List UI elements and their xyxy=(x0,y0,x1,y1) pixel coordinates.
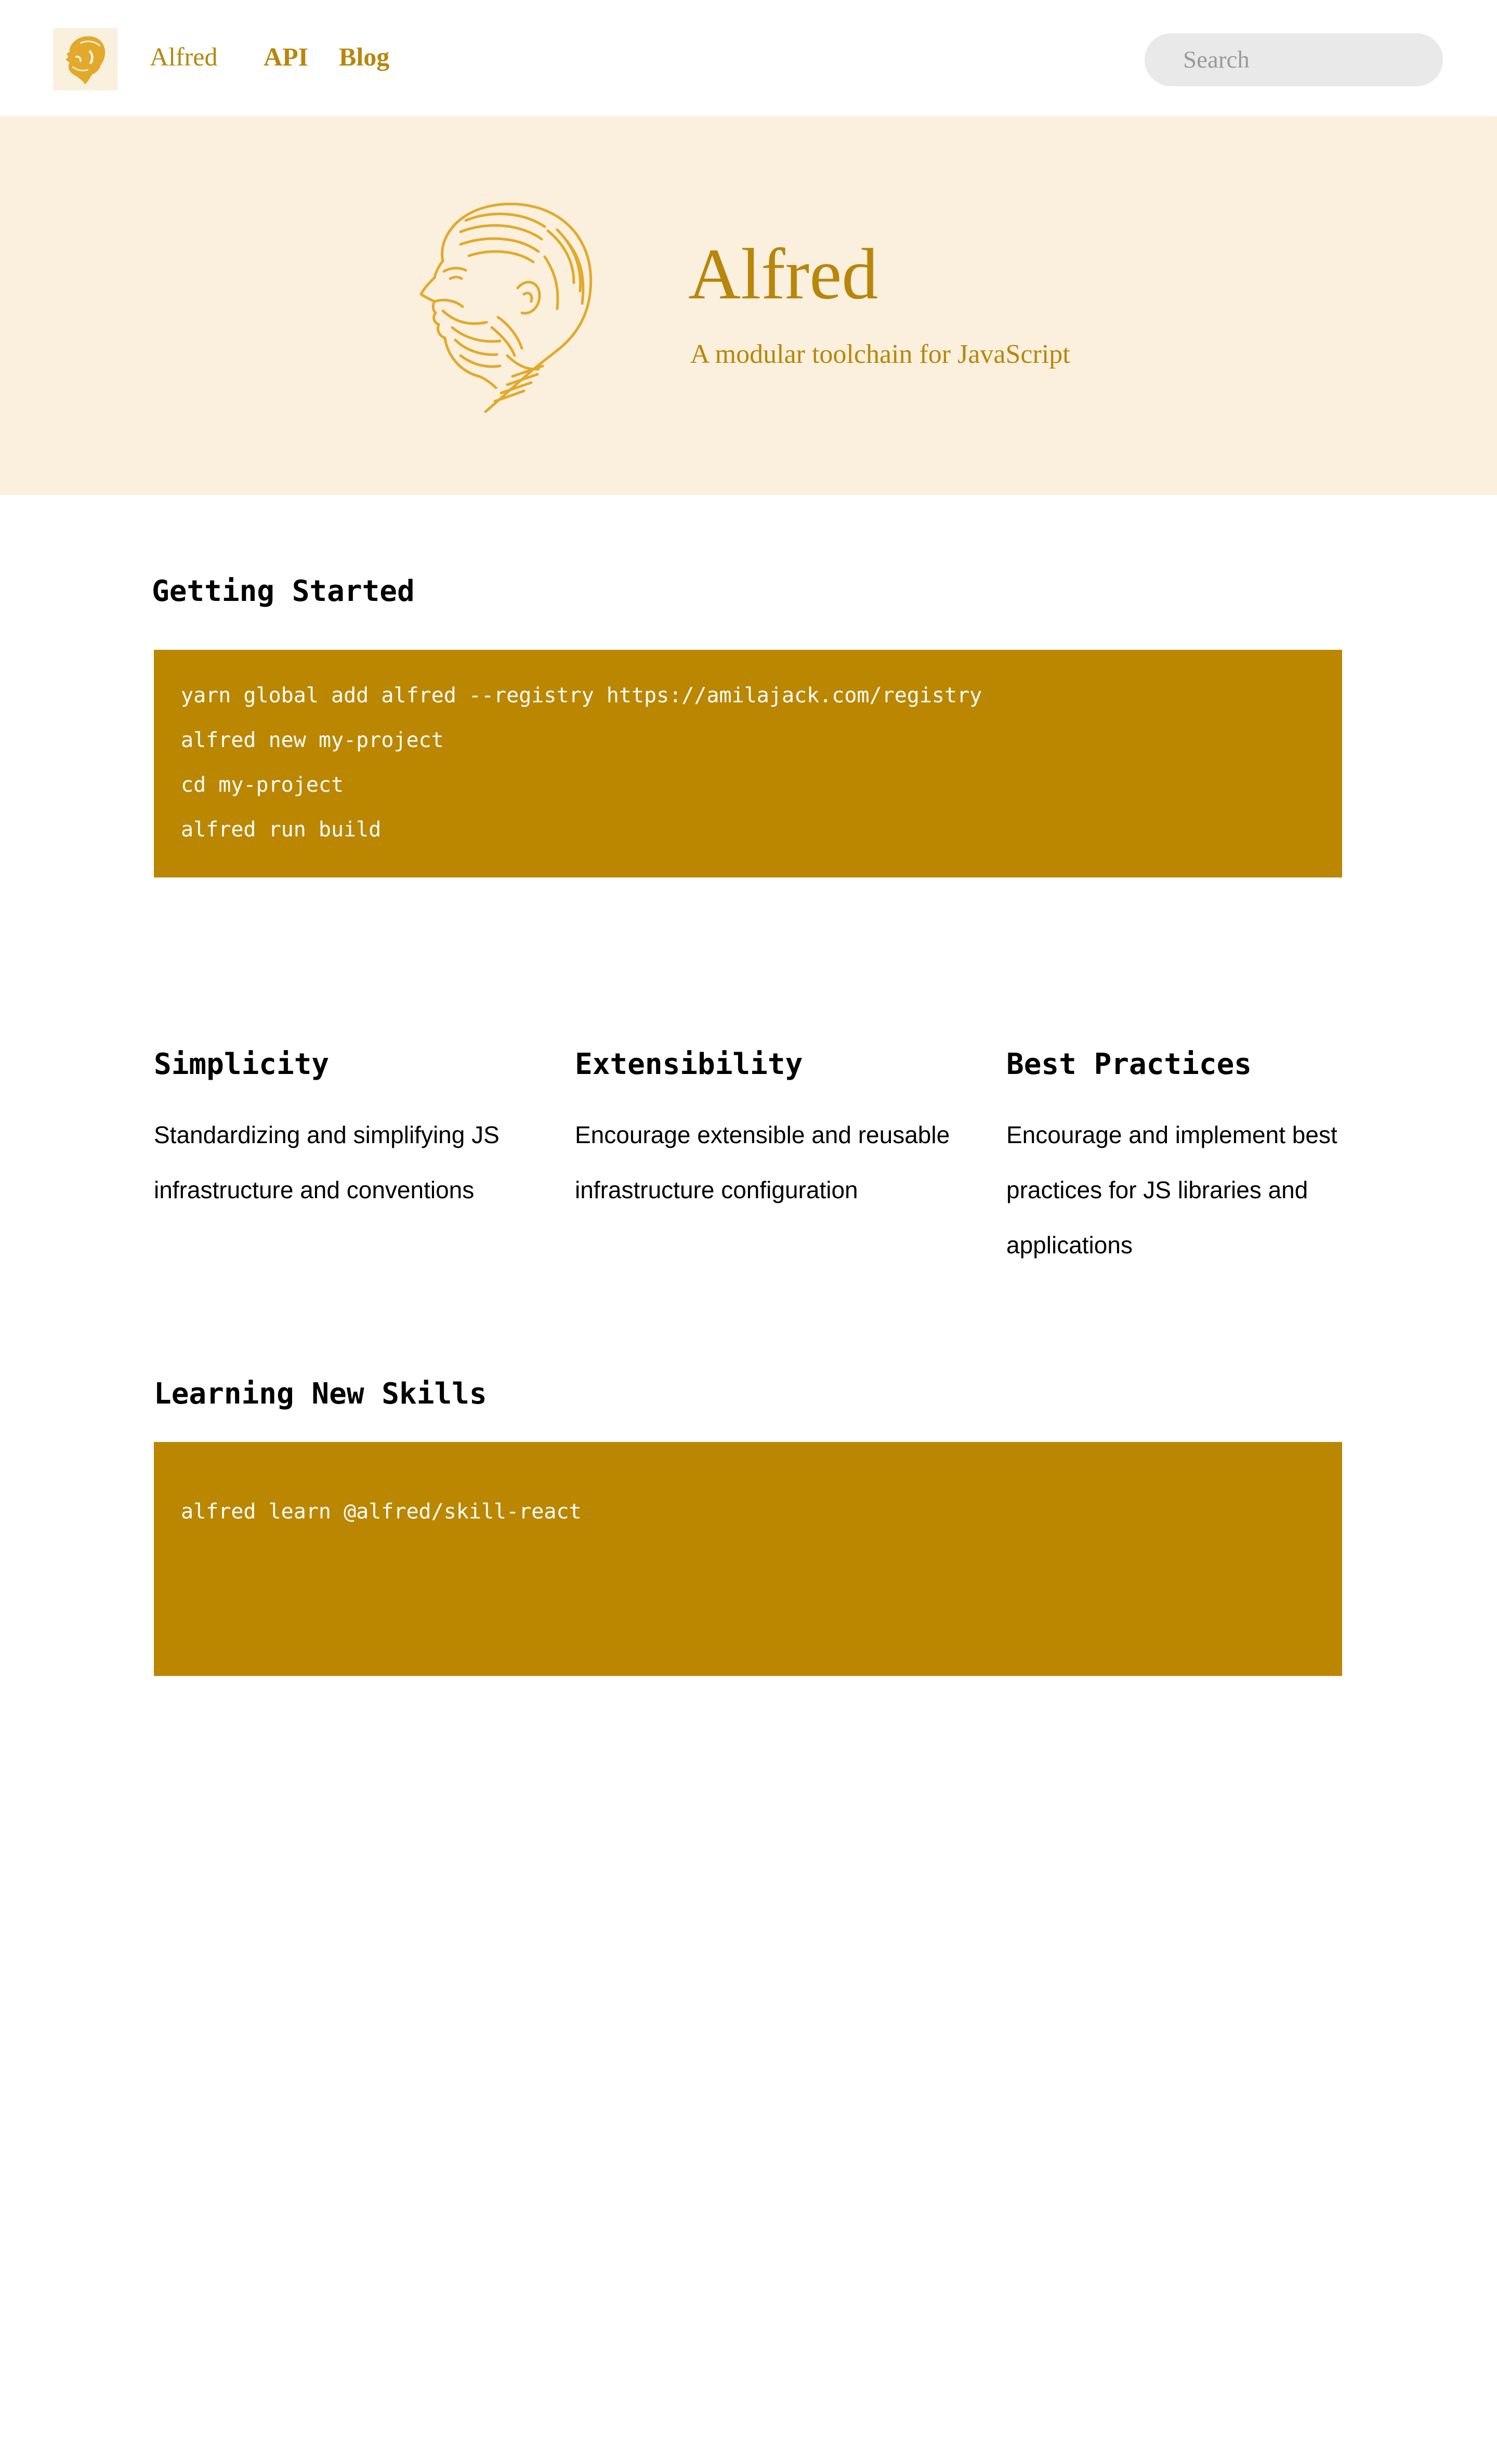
alfred-portrait-icon xyxy=(409,200,594,413)
code-line: cd my-project xyxy=(181,773,344,797)
code-line: alfred new my-project xyxy=(181,728,444,752)
getting-started-code-block xyxy=(154,650,1342,877)
learning-code-block xyxy=(154,1442,1342,1676)
nav-api-link[interactable]: API xyxy=(264,42,309,71)
hero-subtitle: A modular toolchain for JavaScript xyxy=(690,339,1070,369)
search-input[interactable] xyxy=(1145,33,1443,86)
feature-body-best-practices: Encourage and implement best practices for JS libraries and applications xyxy=(1006,1121,1337,1259)
learning-new-skills-heading: Learning New Skills xyxy=(154,1377,487,1411)
nav-blog-link[interactable]: Blog xyxy=(339,42,390,71)
feature-title-best-practices: Best Practices xyxy=(1006,1047,1252,1081)
feature-body-extensibility: Encourage extensible and reusable infrastructure configuration xyxy=(575,1121,950,1203)
getting-started-heading: Getting Started xyxy=(152,574,415,608)
code-line: alfred run build xyxy=(181,818,382,842)
code-line: yarn global add alfred --registry https://amilajack.com/registry xyxy=(181,684,982,707)
alfred-portrait-icon xyxy=(60,32,110,86)
nav-brand-link[interactable]: Alfred xyxy=(150,42,218,71)
hero-title: Alfred xyxy=(688,234,878,314)
feature-title-extensibility: Extensibility xyxy=(575,1047,803,1081)
top-navbar xyxy=(0,0,1497,116)
code-line: alfred learn @alfred/skill-react xyxy=(181,1500,582,1524)
feature-title-simplicity: Simplicity xyxy=(154,1047,330,1081)
logo-link[interactable] xyxy=(53,28,117,90)
feature-body-simplicity: Standardizing and simplifying JS infrastructure and conventions xyxy=(154,1121,500,1203)
hero-banner xyxy=(0,116,1497,495)
